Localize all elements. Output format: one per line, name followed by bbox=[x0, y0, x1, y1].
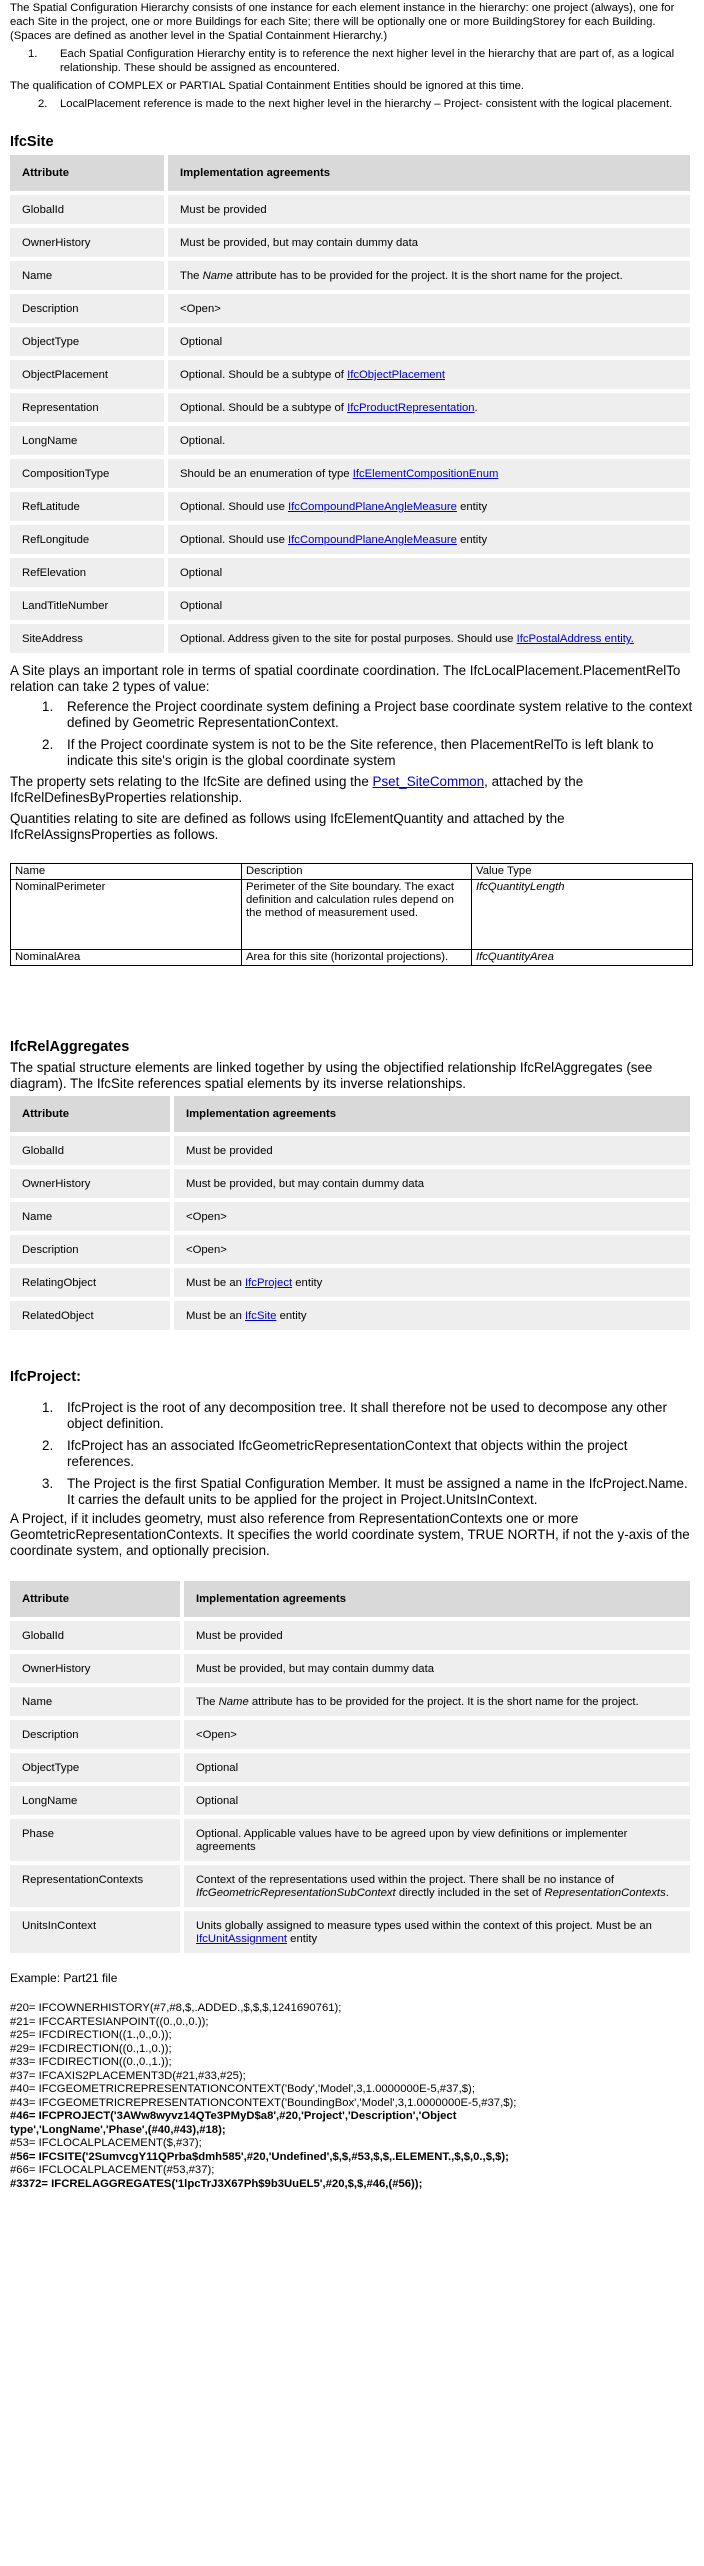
implementation-cell bbox=[166, 259, 690, 292]
agreement-text: Optional bbox=[196, 1762, 239, 1774]
agreement-text: Optional bbox=[196, 1795, 239, 1807]
column-header-attribute: Attribute bbox=[10, 1096, 172, 1134]
list-number: 1. bbox=[42, 1400, 54, 1415]
code-line: #33= IFCDIRECTION((0.,0.,1.)); bbox=[10, 2056, 172, 2068]
agreement-text: . bbox=[665, 1887, 669, 1899]
attribute-cell: RefLongitude bbox=[10, 523, 166, 556]
agreement-text: . bbox=[474, 402, 478, 414]
code-line: #29= IFCDIRECTION((0.,1.,0.)); bbox=[10, 2042, 172, 2055]
agreement-text: Optional. Address given to the site for postal purposes. Should use bbox=[180, 633, 517, 645]
table-row bbox=[10, 424, 690, 457]
implementation-cell bbox=[182, 1863, 690, 1909]
list-item bbox=[10, 699, 694, 731]
column-header-implementation: Implementation agreements bbox=[172, 1096, 690, 1134]
attribute-cell: LandTitleNumber bbox=[10, 589, 166, 622]
implementation-cell bbox=[166, 292, 690, 325]
implementation-cell bbox=[182, 1685, 690, 1718]
implementation-cell bbox=[172, 1266, 690, 1299]
agreement-text: <Open> bbox=[186, 1244, 227, 1256]
agreement-text: Optional bbox=[180, 600, 223, 612]
table-row bbox=[10, 523, 690, 556]
table-row bbox=[10, 292, 690, 325]
project-contexts-paragraph: A Project, if it includes geometry, must also reference from RepresentationContexts one or more GeomtetricRepresentationContexts. It specifies the world coordinate system, TRUE NORTH, if not the y-axis of the coordinate system, and optionally precision. bbox=[10, 1511, 690, 1558]
table-row bbox=[10, 1817, 690, 1863]
list-number: 1. bbox=[28, 48, 38, 60]
table-row bbox=[10, 1233, 690, 1266]
site-quantities-table bbox=[10, 863, 693, 966]
implementation-cell bbox=[166, 193, 690, 226]
table-row bbox=[10, 1718, 690, 1751]
text: The property sets relating to the IfcSite are defined using the bbox=[10, 774, 373, 789]
attribute-cell: GlobalId bbox=[10, 1134, 172, 1167]
agreement-text: entity bbox=[456, 501, 488, 513]
table-row bbox=[10, 391, 690, 424]
list-text: LocalPlacement reference is made to the next higher level in the hierarchy – Project- consistent with the logical placement. bbox=[60, 98, 673, 110]
implementation-cell bbox=[166, 523, 690, 556]
attribute-cell: OwnerHistory bbox=[10, 1652, 182, 1685]
entity-link[interactable]: IfcCompoundPlaneAngleMeasure bbox=[288, 534, 457, 546]
table-row bbox=[10, 490, 690, 523]
table-row bbox=[10, 1909, 690, 1955]
table-row bbox=[11, 950, 693, 966]
intro-paragraph: The Spatial Configuration Hierarchy consists of one instance for each element instance in the hierarchy: one project (always), one for each Site in the project, one or more Buildings for each Site; there will be optionally one or more BuildingStorey for each Building. (Spaces are defined as another level in the Spatial Containment Hierarchy.) bbox=[10, 2, 675, 42]
implementation-cell bbox=[166, 325, 690, 358]
code-line: type','LongName','Phase',(#40,#43),#18); bbox=[10, 2123, 226, 2136]
code-line: #66= IFCLOCALPLACEMENT(#53,#37); bbox=[10, 2164, 215, 2176]
ifcrelaggregates-agreements-table bbox=[10, 1096, 690, 1334]
implementation-cell bbox=[182, 1909, 690, 1955]
quantity-description: Perimeter of the Site boundary. The exact definition and calculation rules depend on the method of measurement used. bbox=[242, 880, 472, 950]
agreement-text: <Open> bbox=[196, 1729, 237, 1741]
agreement-emphasis: RepresentationContexts bbox=[544, 1887, 666, 1899]
table-row bbox=[10, 1619, 690, 1652]
section-heading-ifcsite: IfcSite bbox=[10, 134, 54, 150]
list-number: 2. bbox=[42, 1438, 54, 1453]
entity-link[interactable]: IfcElementCompositionEnum bbox=[352, 468, 499, 480]
agreement-text: Must be an bbox=[186, 1277, 246, 1289]
property-sets-paragraph bbox=[10, 774, 694, 806]
agreement-text: Optional. Should use bbox=[180, 501, 289, 513]
list-number: 2. bbox=[38, 98, 48, 110]
implementation-cell bbox=[172, 1134, 690, 1167]
section-heading-ifcproject: IfcProject: bbox=[10, 1369, 81, 1385]
table-row bbox=[10, 589, 690, 622]
intro-list-1 bbox=[10, 47, 694, 75]
code-line: #43= IFCGEOMETRICREPRESENTATIONCONTEXT('BoundingBox','Model',3,1.0000000E-5,#37,$); bbox=[10, 2096, 517, 2109]
table-row bbox=[10, 1200, 690, 1233]
quantities-paragraph: Quantities relating to site are defined as follows using IfcElementQuantity and attached by the IfcRelAssignsProperties as follows. bbox=[10, 811, 565, 842]
implementation-cell bbox=[166, 556, 690, 589]
attribute-cell: Description bbox=[10, 1718, 182, 1751]
attribute-cell: Phase bbox=[10, 1817, 182, 1863]
implementation-cell bbox=[166, 226, 690, 259]
implementation-cell bbox=[166, 457, 690, 490]
agreement-text: The bbox=[196, 1696, 219, 1708]
quantity-description: Area for this site (horizontal projections). bbox=[242, 950, 472, 966]
list-item bbox=[10, 737, 694, 769]
attribute-cell: LongName bbox=[10, 424, 166, 457]
implementation-cell bbox=[166, 391, 690, 424]
table-header-row bbox=[10, 155, 690, 193]
list-item bbox=[10, 1438, 694, 1470]
column-header-attribute: Attribute bbox=[10, 155, 166, 193]
agreement-text: Optional bbox=[180, 567, 223, 579]
attribute-cell: OwnerHistory bbox=[10, 1167, 172, 1200]
list-number: 2. bbox=[42, 737, 54, 752]
implementation-cell bbox=[182, 1817, 690, 1863]
column-header-name: Name bbox=[11, 864, 242, 880]
implementation-cell bbox=[182, 1784, 690, 1817]
code-line: #53= IFCLOCALPLACEMENT($,#37); bbox=[10, 2137, 202, 2149]
entity-link[interactable]: IfcProject bbox=[245, 1277, 293, 1289]
attribute-cell: Name bbox=[10, 1200, 172, 1233]
table-row bbox=[10, 259, 690, 292]
attribute-cell: Name bbox=[10, 1685, 182, 1718]
attribute-cell: RelatedObject bbox=[10, 1299, 172, 1332]
list-text: Each Spatial Configuration Hierarchy entity is to reference the next higher level in the hierarchy that are part of, as a logical relationship. These should be assigned as encountered. bbox=[60, 48, 675, 74]
attribute-cell: Representation bbox=[10, 391, 166, 424]
entity-link[interactable]: IfcProductRepresentation bbox=[347, 402, 475, 414]
agreement-text: Must be provided bbox=[180, 204, 267, 216]
implementation-cell bbox=[182, 1619, 690, 1652]
agreement-text: attribute has to be provided for the project. It is the short name for the project. bbox=[232, 270, 623, 282]
ifcproject-agreements-table bbox=[10, 1581, 690, 1957]
attribute-cell: RepresentationContexts bbox=[10, 1863, 182, 1909]
attribute-cell: OwnerHistory bbox=[10, 226, 166, 259]
implementation-cell bbox=[166, 490, 690, 523]
attribute-cell: ObjectType bbox=[10, 1751, 182, 1784]
column-header-attribute: Attribute bbox=[10, 1581, 182, 1619]
attribute-cell: LongName bbox=[10, 1784, 182, 1817]
quantity-name: NominalPerimeter bbox=[11, 880, 242, 950]
list-number: 1. bbox=[42, 699, 54, 714]
table-row bbox=[10, 622, 690, 655]
agreement-text: Must be provided, but may contain dummy data bbox=[196, 1663, 434, 1675]
list-item bbox=[10, 1476, 694, 1508]
agreement-text: directly included in the set of bbox=[395, 1887, 545, 1899]
quantity-name: NominalArea bbox=[11, 950, 242, 966]
table-header-row bbox=[10, 1581, 690, 1619]
implementation-cell bbox=[166, 589, 690, 622]
implementation-cell bbox=[182, 1652, 690, 1685]
table-row bbox=[10, 1751, 690, 1784]
agreement-text: Optional. Should use bbox=[180, 534, 289, 546]
pset-sitecommon-link[interactable]: Pset_SiteCommon bbox=[372, 774, 485, 789]
agreement-text: entity bbox=[456, 534, 488, 546]
implementation-cell bbox=[172, 1233, 690, 1266]
agreement-text: Should be an enumeration of type bbox=[180, 468, 353, 480]
code-line: #3372= IFCRELAGGREGATES('1lpcTrJ3X67Ph$9b3UuEL5',#20,$,$,#46,(#56)); bbox=[10, 2177, 423, 2190]
code-line: #46= IFCPROJECT('3AWw8wyvz14QTe3PMyD$a8',#20,'Project','Description','Object bbox=[10, 2110, 457, 2122]
agreement-emphasis: Name bbox=[218, 1696, 249, 1708]
table-row bbox=[10, 1784, 690, 1817]
agreement-text: <Open> bbox=[180, 303, 221, 315]
part21-code-block bbox=[10, 2002, 694, 2191]
implementation-cell bbox=[182, 1718, 690, 1751]
agreement-text: entity bbox=[287, 1933, 318, 1945]
attribute-cell: GlobalId bbox=[10, 1619, 182, 1652]
agreement-text: attribute has to be provided for the project. It is the short name for the project. bbox=[248, 1696, 639, 1708]
qualification-paragraph: The qualification of COMPLEX or PARTIAL Spatial Containment Entities should be ignored at this time. bbox=[10, 80, 525, 92]
agreement-text: Context of the representations used within the project. There shall be no instance of bbox=[196, 1874, 615, 1886]
entity-link[interactable]: IfcCompoundPlaneAngleMeasure bbox=[288, 501, 457, 513]
table-header-row bbox=[10, 1096, 690, 1134]
agreement-text: Must be provided, but may contain dummy data bbox=[180, 237, 418, 249]
table-row bbox=[10, 1685, 690, 1718]
quantity-value-type: IfcQuantityArea bbox=[472, 950, 693, 966]
list-item bbox=[10, 1400, 694, 1432]
implementation-cell bbox=[172, 1200, 690, 1233]
agreement-text: The bbox=[180, 270, 203, 282]
agreement-text: entity bbox=[276, 1310, 307, 1322]
implementation-cell bbox=[166, 424, 690, 457]
attribute-cell: Description bbox=[10, 1233, 172, 1266]
list-text: The Project is the first Spatial Configuration Member. It must be assigned a name in the IfcProject.Name. It carries the default units to be applied for the project in Project.UnitsInContext. bbox=[67, 1476, 688, 1507]
site-placement-list bbox=[10, 699, 694, 769]
code-line: #25= IFCDIRECTION((1.,0.,0.)); bbox=[10, 2029, 172, 2041]
attribute-cell: RelatingObject bbox=[10, 1266, 172, 1299]
table-row bbox=[10, 325, 690, 358]
agreement-emphasis: IfcGeometricRepresentationSubContext bbox=[196, 1887, 396, 1899]
agreement-text: entity bbox=[292, 1277, 323, 1289]
table-row bbox=[10, 1167, 690, 1200]
column-header-implementation: Implementation agreements bbox=[182, 1581, 690, 1619]
attribute-cell: CompositionType bbox=[10, 457, 166, 490]
attribute-cell: UnitsInContext bbox=[10, 1909, 182, 1955]
ifcsite-agreements-table bbox=[10, 155, 690, 657]
agreement-text: <Open> bbox=[186, 1211, 227, 1223]
implementation-cell bbox=[172, 1299, 690, 1332]
implementation-cell bbox=[166, 358, 690, 391]
example-label: Example: Part21 file bbox=[10, 1971, 118, 1985]
implementation-cell bbox=[166, 622, 690, 655]
intro-list-2 bbox=[10, 97, 694, 111]
agreement-text: Must be an bbox=[186, 1310, 246, 1322]
list-text: IfcProject has an associated IfcGeometricRepresentationContext that objects within the project references. bbox=[67, 1438, 628, 1469]
table-row bbox=[10, 358, 690, 391]
attribute-cell: ObjectPlacement bbox=[10, 358, 166, 391]
list-item bbox=[10, 47, 694, 75]
list-item bbox=[10, 97, 694, 111]
agreement-text: Optional. bbox=[180, 435, 226, 447]
table-row bbox=[10, 1299, 690, 1332]
agreement-text: Optional. Applicable values have to be agreed upon by view definitions or implementer agreements bbox=[196, 1828, 628, 1853]
text: , attached by the IfcRelDefinesByProperties relationship. bbox=[10, 774, 584, 805]
agreement-text: Must be provided bbox=[186, 1145, 273, 1157]
table-row bbox=[10, 556, 690, 589]
attribute-cell: GlobalId bbox=[10, 193, 166, 226]
agreement-text: Must be provided bbox=[196, 1630, 283, 1642]
table-row bbox=[10, 1863, 690, 1909]
attribute-cell: SiteAddress bbox=[10, 622, 166, 655]
quantity-value-type: IfcQuantityLength bbox=[472, 880, 693, 950]
entity-link[interactable]: IfcObjectPlacement bbox=[347, 369, 446, 381]
agreement-text: Optional. Should be a subtype of bbox=[180, 369, 348, 381]
code-line: #20= IFCOWNERHISTORY(#7,#8,$,.ADDED.,$,$,$,1241690761); bbox=[10, 2002, 342, 2014]
table-row bbox=[10, 1652, 690, 1685]
agreement-emphasis: Name bbox=[202, 270, 233, 282]
column-header-implementation: Implementation agreements bbox=[166, 155, 690, 193]
project-list bbox=[10, 1400, 694, 1508]
entity-link[interactable]: IfcPostalAddress entity. bbox=[516, 633, 634, 645]
agreement-text: Optional bbox=[180, 336, 223, 348]
table-header-row bbox=[11, 864, 693, 880]
agreement-text: Units globally assigned to measure types used within the context of this project. Must be an bbox=[196, 1920, 652, 1932]
relaggregates-paragraph: The spatial structure elements are linked together by using the objectified relationship IfcRelAggregates (see diagram). The IfcSite references spatial elements by its inverse relationships. bbox=[10, 1060, 653, 1091]
table-row bbox=[10, 226, 690, 259]
table-row bbox=[10, 1134, 690, 1167]
list-text: IfcProject is the root of any decomposition tree. It shall therefore not be used to decompose any other object definition. bbox=[67, 1400, 667, 1431]
section-heading-ifcrelaggregates: IfcRelAggregates bbox=[10, 1039, 130, 1055]
table-row bbox=[10, 457, 690, 490]
code-line: #56= IFCSITE('2SumvcgY11QPrba$dmh585',#20,'Undefined',$,$,#53,$,$,.ELEMENT.,$,$,0.,$,$); bbox=[10, 2150, 509, 2163]
list-text: Reference the Project coordinate system defining a Project base coordinate system relative to the context defined by Geometric RepresentationContext. bbox=[67, 699, 693, 730]
code-line: #21= IFCCARTESIANPOINT((0.,0.,0.)); bbox=[10, 2015, 209, 2028]
list-number: 3. bbox=[42, 1476, 54, 1491]
agreement-text: Must be provided, but may contain dummy data bbox=[186, 1178, 424, 1190]
code-line: #37= IFCAXIS2PLACEMENT3D(#21,#33,#25); bbox=[10, 2069, 246, 2082]
entity-link[interactable]: IfcSite bbox=[245, 1310, 277, 1322]
column-header-value-type: Value Type bbox=[472, 864, 693, 880]
attribute-cell: ObjectType bbox=[10, 325, 166, 358]
attribute-cell: RefElevation bbox=[10, 556, 166, 589]
attribute-cell: RefLatitude bbox=[10, 490, 166, 523]
implementation-cell bbox=[182, 1751, 690, 1784]
attribute-cell: Name bbox=[10, 259, 166, 292]
table-row bbox=[10, 1266, 690, 1299]
implementation-cell bbox=[172, 1167, 690, 1200]
site-coordination-paragraph: A Site plays an important role in terms of spatial coordinate coordination. The IfcLocalPlacement.PlacementRelTo relation can take 2 types of value: bbox=[10, 663, 681, 694]
table-row bbox=[11, 880, 693, 950]
agreement-text: Optional. Should be a subtype of bbox=[180, 402, 348, 414]
code-line: #40= IFCGEOMETRICREPRESENTATIONCONTEXT('Body','Model',3,1.0000000E-5,#37,$); bbox=[10, 2083, 475, 2095]
table-row bbox=[10, 193, 690, 226]
column-header-description: Description bbox=[242, 864, 472, 880]
list-text: If the Project coordinate system is not to be the Site reference, then PlacementRelTo is left blank to indicate this site's origin is the global coordinate system bbox=[67, 737, 654, 768]
entity-link[interactable]: IfcUnitAssignment bbox=[196, 1933, 288, 1945]
attribute-cell: Description bbox=[10, 292, 166, 325]
